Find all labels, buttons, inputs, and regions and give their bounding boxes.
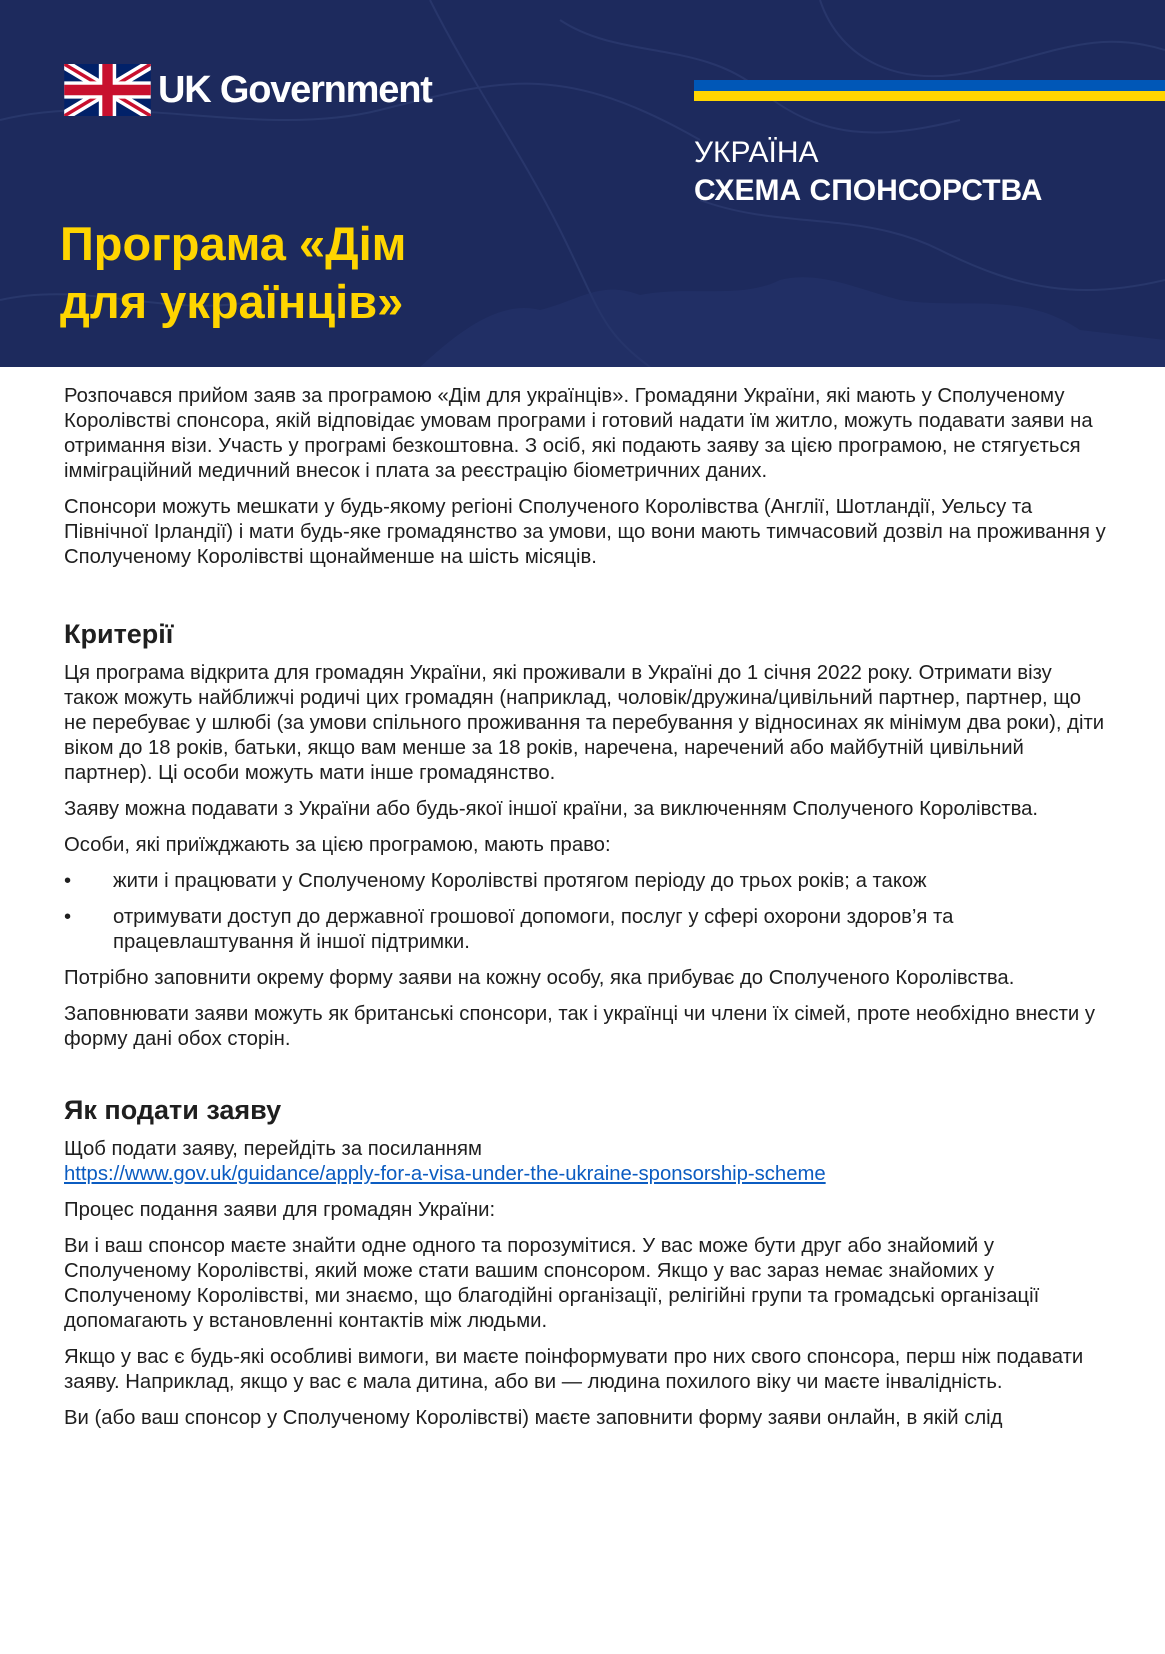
intro-paragraph-1: Розпочався прийом заяв за програмою «Дім для українців». Громадяни України, які мають у Сполученому Королівстві спонсора, якій відповідає умовам програми і готовий надати їм житло, можуть подавати заяви на отримання візи. Участь у програмі безкоштовна. З осіб, які подають заяву за цією програмою, не стягується іммiграційний медичний внесок і плата за реєстрацію біометричних даних. xyxy=(64,385,1093,482)
intro-paragraph-2: Спонсори можуть мешкати у будь-якому регіоні Сполученого Королівства (Англії, Шотландії, Уельсу та Північної Ірландії) і мати будь-яке громадянство за умови, що вони мають тимчасовий дозвіл на проживання у Сполученому Королівстві щонайменше на шість місяців. xyxy=(64,496,1106,568)
apply-heading: Як подати заяву xyxy=(64,1095,282,1125)
union-jack-flag-icon xyxy=(64,64,151,116)
page-title: Програма «Дім для українців» xyxy=(60,217,407,328)
list-item xyxy=(64,869,1108,894)
header-banner xyxy=(0,0,1165,367)
apply-intro xyxy=(64,1137,1108,1187)
logo-text: UK Government xyxy=(158,69,432,111)
scheme-country: УКРАЇНА xyxy=(694,136,819,169)
rights-list xyxy=(64,869,1108,955)
bullet-icon: • xyxy=(64,870,72,892)
criteria-paragraph-1: Ця програма відкрита для громадян України, які проживали в Україні до 1 січня 2022 року. Отримати візу також можуть найближчі родичі цих громадян (наприклад, чоловік/дружина/цивільний партнер, партнер, що не перебуває у шлюбі (за умови спільного проживання та перебування у відносинах як мінімум два роки), діти віком до 18 років, батьки, якщо вам менше за 18 років, наречена, наречений або майбутній цивільний партнер). Ці особи можуть мати інше громадянство. xyxy=(64,662,1105,784)
criteria-paragraph-5: Заповнювати заяви можуть як британські спонсори, так і українці чи члени їх сімей, проте необхідно внести у форму дані обох сторін. xyxy=(64,1003,1095,1050)
criteria-paragraph-4: Потрібно заповнити окрему форму заяви на кожну особу, яка прибуває до Сполученого Королівства. xyxy=(64,967,1015,989)
scheme-name: СХЕМА СПОНСОРСТВА xyxy=(694,174,1043,207)
uk-government-logo xyxy=(64,64,432,116)
apply-link[interactable]: https://www.gov.uk/guidance/apply-for-a-visa-under-the-ukraine-sponsorship-scheme xyxy=(64,1163,826,1185)
criteria-heading: Критерії xyxy=(64,619,174,649)
document-body xyxy=(64,384,1108,1442)
ukraine-flag-stripe xyxy=(694,80,1165,101)
section-spacer xyxy=(64,1063,1108,1093)
bullet-icon: • xyxy=(64,906,72,928)
ukraine-yellow-band xyxy=(694,91,1165,101)
apply-paragraph-2: Ви і ваш спонсор маєте знайти одне одного та порозумітися. У вас може бути друг або знайомий у Сполученому Королівстві, який може стати вашим спонсором. Якщо у вас зараз немає знайомих у Сполученому Королівстві, ми знаємо, що благодійні організації, релігійні групи та громадські організації допомагають у встановленні контактів між людьми. xyxy=(64,1235,1040,1332)
ukraine-blue-band xyxy=(694,80,1165,91)
section-spacer xyxy=(64,581,1108,617)
criteria-paragraph-2: Заяву можна подавати з України або будь-якої іншої країни, за виключенням Сполученого Королівства. xyxy=(64,798,1039,820)
apply-intro-text: Щоб подати заяву, перейдіть за посиланням xyxy=(64,1138,482,1160)
list-item-text: жити і працювати у Сполученому Королівстві протягом періоду до трьох років; а також xyxy=(113,870,927,892)
list-item-text: отримувати доступ до державної грошової допомоги, послуг у сфері охорони здоров’я та працевлаштування й іншої підтримки. xyxy=(113,906,954,953)
apply-paragraph-4: Ви (або ваш спонсор у Сполученому Королівстві) маєте заповнити форму заяви онлайн, в якій слід xyxy=(64,1407,1003,1429)
criteria-paragraph-3: Особи, які приїжджають за цією програмою, мають право: xyxy=(64,834,611,856)
apply-paragraph-1: Процес подання заяви для громадян України: xyxy=(64,1199,496,1221)
list-item xyxy=(64,905,1108,955)
apply-paragraph-3: Якщо у вас є будь-які особливі вимоги, ви маєте поінформувати про них свого спонсора, перш ніж подавати заяву. Наприклад, якщо у вас є мала дитина, або ви — людина похилого віку чи маєте інвалідність. xyxy=(64,1346,1084,1393)
scheme-label xyxy=(694,134,1042,210)
